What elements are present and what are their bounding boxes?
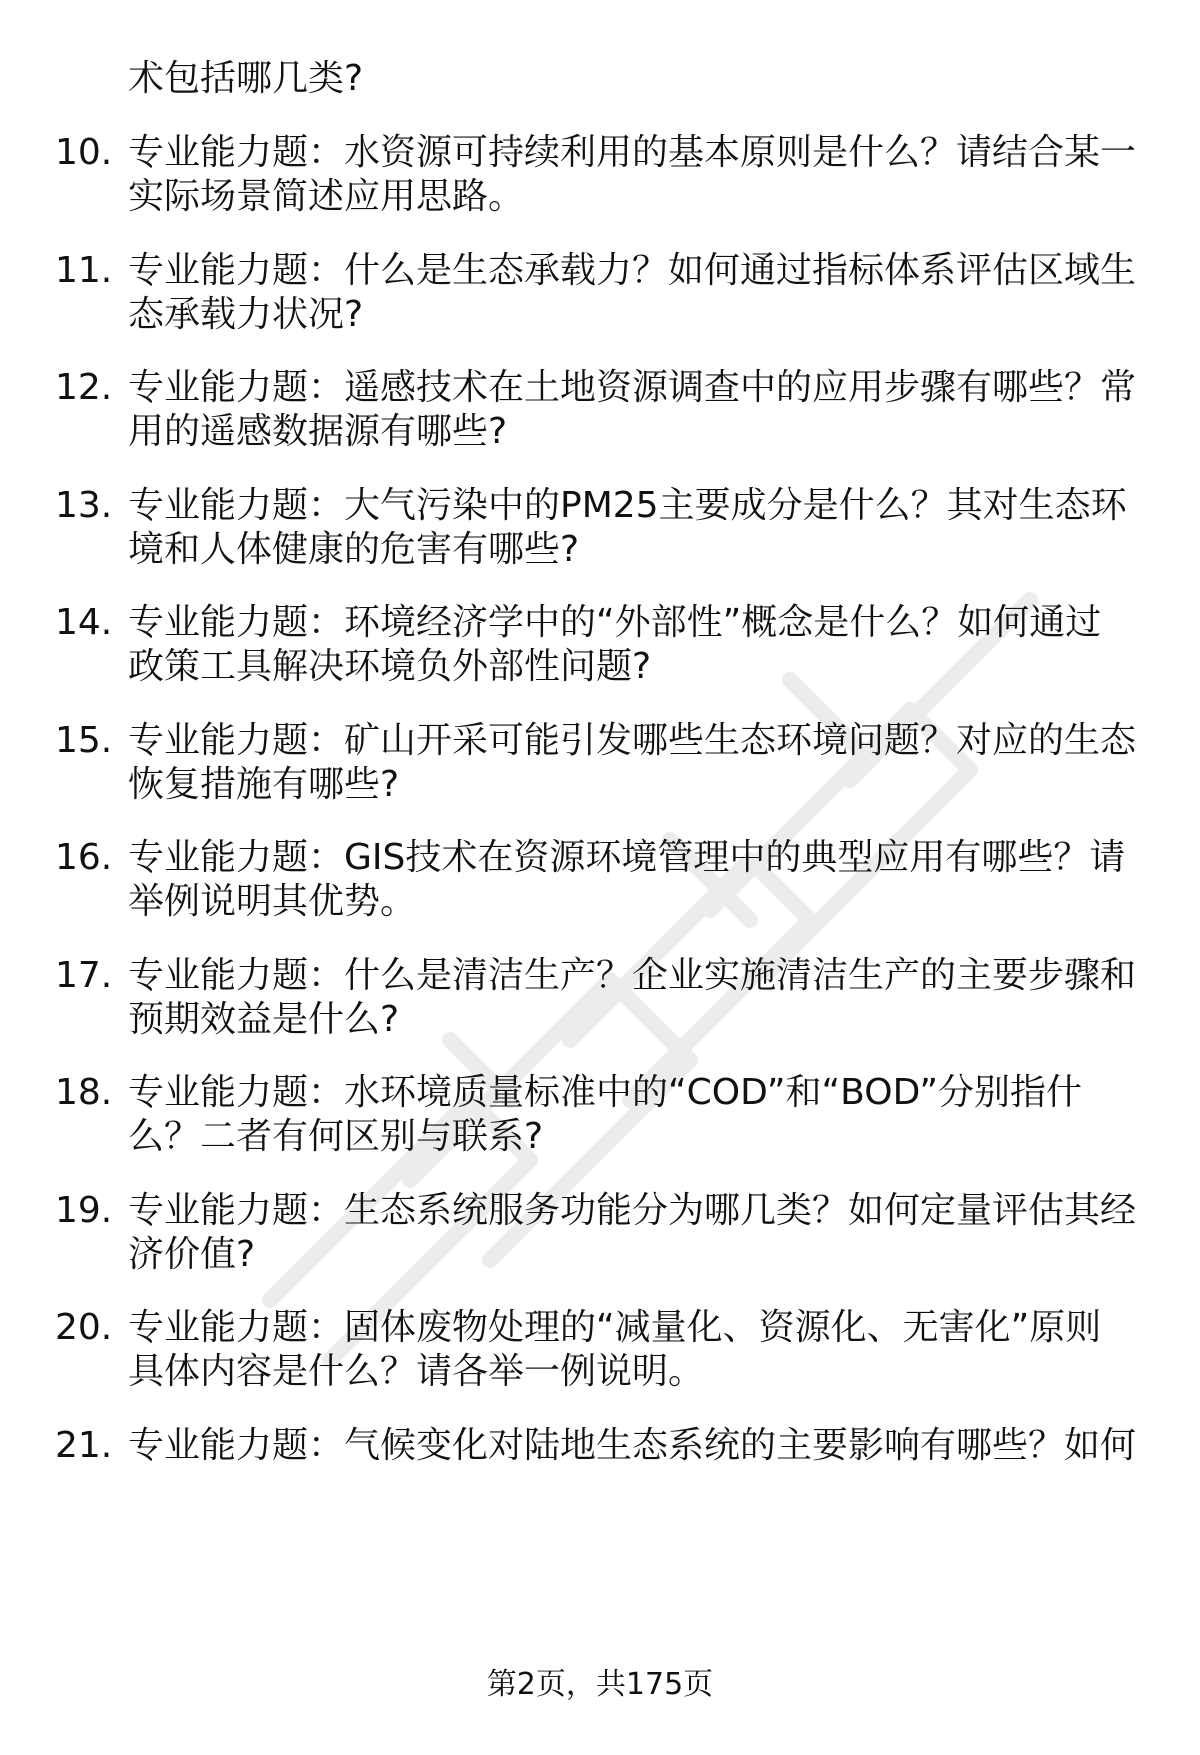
question-number: 15. xyxy=(55,720,113,761)
question-text-line: 专业能力题：GIS技术在资源环境管理中的典型应用有哪些？请 xyxy=(128,837,1126,878)
question-text-line: 专业能力题：水环境质量标准中的“COD”和“BOD”分别指什 xyxy=(128,1072,1082,1113)
question-text-line: 恢复措施有哪些? xyxy=(128,764,400,805)
question-text-line: 专业能力题：固体废物处理的“减量化、资源化、无害化”原则 xyxy=(128,1307,1102,1348)
question-number: 11. xyxy=(55,250,113,291)
question-text-line: 专业能力题：水资源可持续利用的基本原则是什么？请结合某一 xyxy=(128,132,1137,173)
question-number: 17. xyxy=(55,955,113,996)
question-text-line: 济价值? xyxy=(128,1234,256,1275)
question-text-line: 专业能力题：矿山开采可能引发哪些生态环境问题？对应的生态 xyxy=(128,720,1137,761)
page-footer: 第2页，共175页 xyxy=(486,1667,714,1702)
question-text-line: 专业能力题：生态系统服务功能分为哪几类？如何定量评估其经 xyxy=(128,1190,1137,1231)
question-number: 12. xyxy=(55,367,113,408)
question-number: 18. xyxy=(55,1072,113,1113)
question-number: 19. xyxy=(55,1190,113,1231)
question-text-line: 预期效益是什么? xyxy=(128,999,400,1040)
question-number: 13. xyxy=(55,485,113,526)
question-number: 14. xyxy=(55,602,113,643)
question-number: 16. xyxy=(55,837,113,878)
question-text-line: 专业能力题：气候变化对陆地生态系统的主要影响有哪些？如何 xyxy=(128,1425,1137,1466)
question-text-line: 政策工具解决环境负外部性问题? xyxy=(128,646,652,687)
question-text-line: 专业能力题：什么是生态承载力？如何通过指标体系评估区域生 xyxy=(128,250,1137,291)
question-text-line: 么？二者有何区别与联系? xyxy=(128,1116,544,1157)
carryover-text: 术包括哪几类? xyxy=(128,58,364,99)
question-number: 10. xyxy=(55,132,113,173)
question-number: 21. xyxy=(55,1425,113,1466)
question-text-line: 专业能力题：什么是清洁生产？企业实施清洁生产的主要步骤和 xyxy=(128,955,1137,996)
question-number: 20. xyxy=(55,1307,113,1348)
question-text-line: 态承载力状况? xyxy=(128,294,364,335)
question-text-line: 举例说明其优势。 xyxy=(128,881,417,922)
question-text-line: 专业能力题：环境经济学中的“外部性”概念是什么？如何通过 xyxy=(128,602,1102,643)
question-text-line: 专业能力题：遥感技术在土地资源调查中的应用步骤有哪些？常 xyxy=(128,367,1137,408)
question-text-line: 境和人体健康的危害有哪些? xyxy=(128,529,580,570)
question-text-line: 具体内容是什么？请各举一例说明。 xyxy=(128,1351,705,1392)
question-text-line: 专业能力题：大气污染中的PM25主要成分是什么？其对生态环 xyxy=(128,485,1127,526)
question-text-line: 用的遥感数据源有哪些? xyxy=(128,411,508,452)
question-text-line: 实际场景简述应用思路。 xyxy=(128,176,525,217)
